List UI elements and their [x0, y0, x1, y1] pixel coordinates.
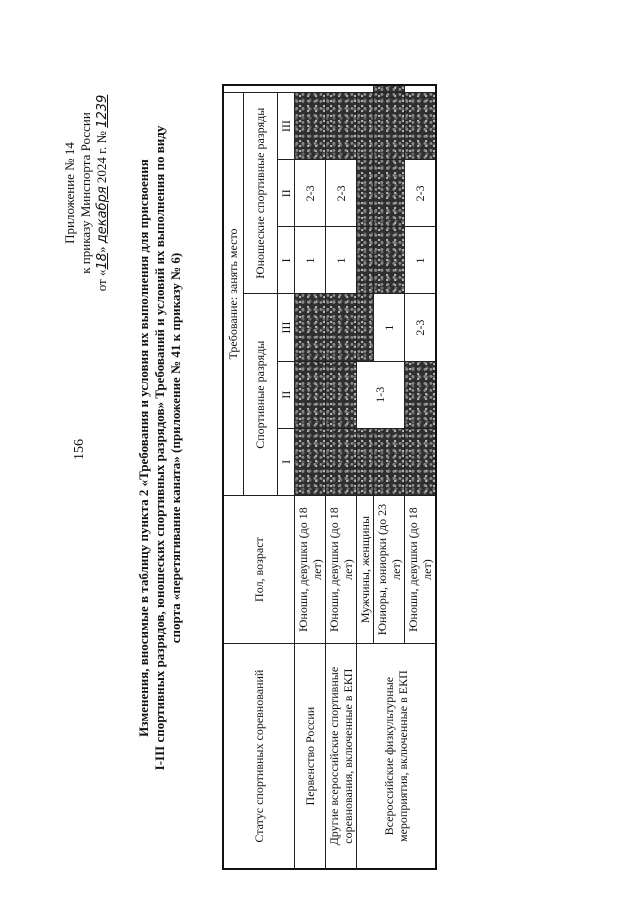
annex-date-year: 2024 г. №: [94, 131, 109, 184]
cell-shaded: [325, 93, 356, 160]
table-row: [294, 85, 325, 869]
cell-shaded: [373, 227, 404, 294]
cell-shaded: [404, 428, 436, 495]
cell-shaded: [356, 227, 373, 294]
cell-shaded: [404, 361, 436, 428]
header-sport-ranks: Спортивные разряды: [243, 294, 277, 495]
annex-date-day: 18: [95, 252, 110, 270]
cell-status: Другие всероссийские спортивные соревнования, включенные в ЕКП: [325, 644, 356, 869]
annex-title: Приложение № 14: [62, 142, 77, 244]
cell-shaded: [373, 160, 404, 227]
cell-value: 2-3: [325, 160, 356, 227]
cell-value: 1: [325, 227, 356, 294]
cell-shaded: [294, 428, 325, 495]
header-rank-col: I: [277, 428, 294, 495]
annex-block: [62, 68, 111, 318]
cell-shaded: [356, 93, 373, 160]
cell-shaded: [294, 93, 325, 160]
table-row: [356, 85, 373, 869]
annex-date-month: декабря: [95, 186, 110, 244]
cell-status: Первенство России: [294, 644, 325, 869]
document-heading: [136, 68, 184, 828]
cell-shaded: [356, 294, 373, 361]
cell-shaded: [373, 85, 404, 93]
table-row: [325, 85, 356, 869]
header-rank-col: III: [277, 93, 294, 160]
cell-gender-age: Мужчины, женщины: [356, 495, 373, 643]
cell-status: Всероссийские физкультурные мероприятия, включенные в ЕКП: [356, 644, 436, 869]
cell-gender-age: Юноши, девушки (до 18 лет): [294, 495, 325, 643]
header-youth-ranks: Юношеские спортивные разряды: [243, 93, 277, 294]
cell-shaded: [404, 93, 436, 160]
header-requirement: Требование: занять место: [223, 93, 243, 496]
cell-shaded: [356, 428, 373, 495]
cell-value: 1: [373, 294, 404, 361]
annex-line2: к приказу Минспорта России: [78, 112, 93, 274]
cell-shaded: [325, 294, 356, 361]
header-rank-col: II: [277, 361, 294, 428]
cell-shaded: [294, 294, 325, 361]
heading-line1: Изменения, вносимые в таблицу пункта 2 «Требования и условия их выполнения для присвоения: [136, 159, 151, 737]
cell-value: 1: [294, 227, 325, 294]
cell-value: 2-3: [294, 160, 325, 227]
annex-date-prefix: от «: [94, 269, 109, 292]
cell-gender-age: Юноши, девушки (до 18 лет): [404, 495, 436, 643]
cell-shaded: [373, 428, 404, 495]
cell-shaded: [325, 428, 356, 495]
requirements-table: [222, 84, 437, 870]
header-rank-col: II: [277, 160, 294, 227]
page-number: 156: [72, 439, 87, 460]
cell-value: 1-3: [356, 361, 404, 428]
annex-date-mid: »: [94, 246, 109, 253]
header-status: Статус спортивных соревнований: [223, 644, 294, 869]
cell-shaded: [294, 361, 325, 428]
annex-date-line: [94, 68, 111, 318]
cell-value: 2-3: [404, 160, 436, 227]
heading-line3: спорта «перетягивание каната» (приложение № 41 к приказу № 6): [168, 252, 183, 644]
cell-gender-age: Юноши, девушки (до 18 лет): [325, 495, 356, 643]
cell-value: 1: [404, 227, 436, 294]
header-gender-age: Пол, возраст: [223, 495, 294, 643]
cell-value: 2-3: [404, 294, 436, 361]
cell-gender-age: Юниоры, юниорки (до 23 лет): [373, 495, 404, 643]
cell-shaded: [356, 160, 373, 227]
header-rank-col: I: [277, 227, 294, 294]
header-rank-col: III: [277, 294, 294, 361]
heading-line2: I-III спортивных разрядов, юношеских спортивных разрядов» Требований и условий их выполнения по виду: [152, 125, 167, 771]
cell-shaded: [373, 93, 404, 160]
cell-shaded: [325, 361, 356, 428]
annex-order-number: 1239: [95, 94, 110, 128]
